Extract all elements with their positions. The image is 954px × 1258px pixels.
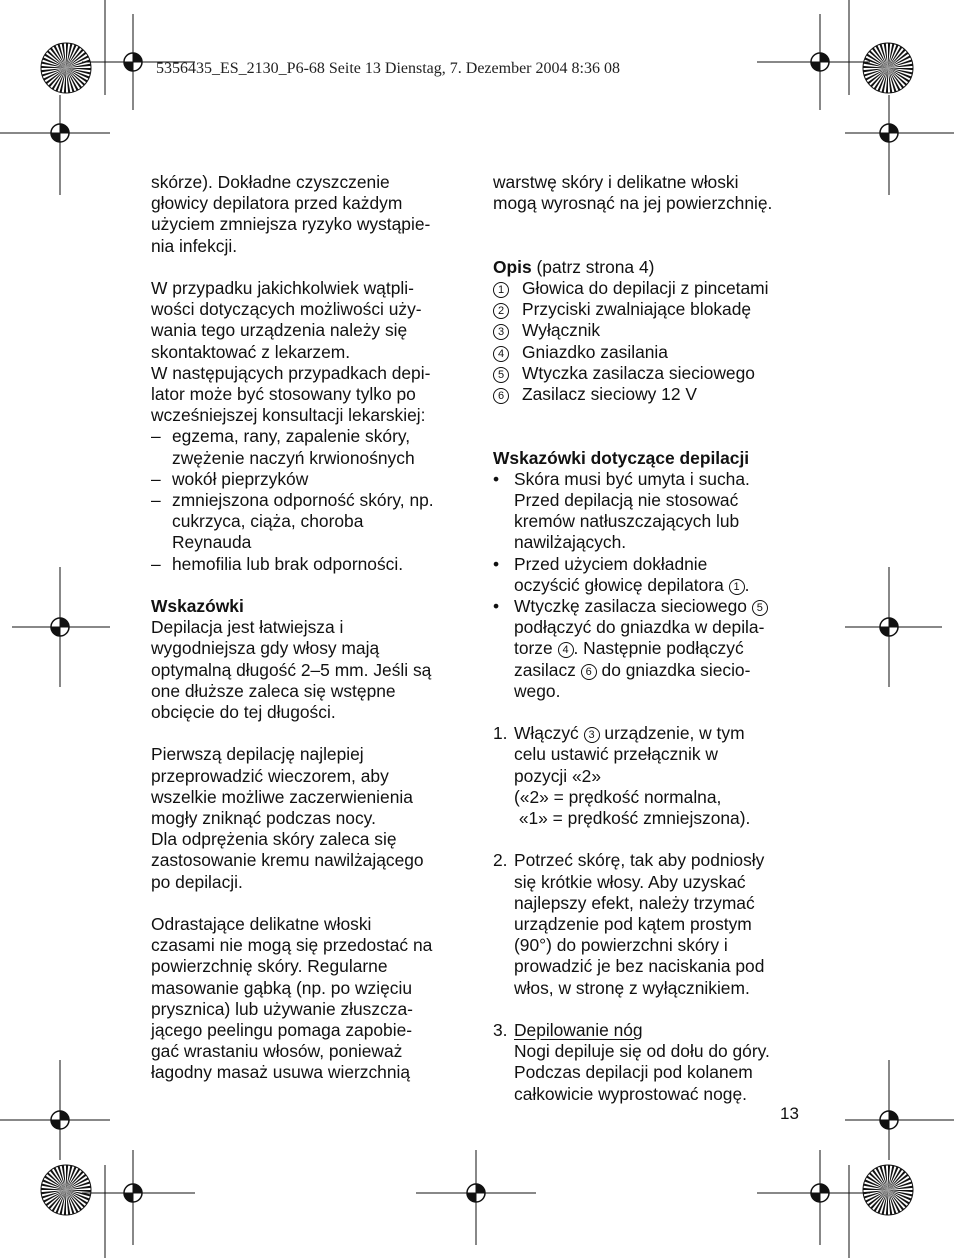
text-line: masowanie gąbką (np. po wzięciu — [151, 977, 413, 998]
text-line: Dla odprężenia skóry zaleca się — [151, 829, 397, 850]
text-line: wokół pieprzyków — [172, 468, 309, 489]
section-heading: Opis (patrz strona 4) — [493, 256, 655, 277]
text-line: wcześniejszej konsultacji lekarskiej: — [151, 405, 426, 426]
text-line: obcięcie do tej długości. — [151, 702, 336, 723]
text-line: mogą wyrosnąć na jej powierzchnię. — [493, 193, 773, 214]
starburst-target — [41, 1165, 91, 1215]
paragraph — [151, 278, 471, 426]
section-heading: Wskazówki — [151, 596, 244, 617]
text-line: jącego peelingu pomaga zapobie- — [151, 1020, 413, 1041]
text-line: prysznica) lub używanie złuszcza- — [151, 998, 413, 1019]
list-item: 4 Gniazdko zasilania — [493, 342, 813, 363]
starburst-target — [41, 43, 91, 93]
text-line: łagodny masaż usuwa wierzchnią — [151, 1062, 411, 1083]
list-item: • Przed użyciem dokładnie oczyścić głowicę depilatora 1 . — [493, 553, 750, 595]
paragraph — [151, 914, 471, 1084]
parts-list — [493, 278, 813, 405]
starburst-target — [863, 1165, 913, 1215]
list-item: 2 Przyciski zwalniające blokadę — [493, 299, 813, 320]
text-line: cukrzyca, ciąża, choroba — [172, 511, 364, 532]
paragraph — [151, 744, 471, 892]
text-line: Odrastające delikatne włoski — [151, 914, 372, 935]
text-line: przeprowadzić wieczorem, aby — [151, 765, 389, 786]
paragraph — [151, 172, 471, 257]
text-line: czasami nie mogą się przedostać na — [151, 935, 433, 956]
text-line: gać wrastaniu włosów, ponieważ — [151, 1041, 403, 1062]
right-column — [493, 172, 813, 1105]
numbered-step: 3. Depilowanie nóg Nogi depiluje się od dołu do góry. Podczas depilacji pod kolanem całkowicie wyprostować nogę. — [493, 1020, 770, 1104]
text-line: egzema, rany, zapalenie skóry, — [172, 426, 411, 447]
text-line: zastosowanie kremu nawilżającego — [151, 850, 424, 871]
text-line: użyciem zmniejsza ryzyko wystąpie- — [151, 214, 431, 235]
page-number: 13 — [780, 1104, 799, 1123]
text-line: hemofilia lub brak odporności. — [172, 553, 404, 574]
paragraph — [151, 617, 471, 723]
text-line: zmniejszona odporność skóry, np. — [172, 490, 434, 511]
list-item: • Skóra musi być umyta i sucha. Przed depilacją nie stosować kremów natłuszczających lub nawilżających. — [493, 468, 750, 553]
text-line: Depilacja jest łatwiejsza i — [151, 617, 344, 638]
list-item: – egzema, rany, zapalenie skóry, zwężenie naczyń krwionośnych — [151, 426, 415, 468]
list-item: – hemofilia lub brak odporności. — [151, 553, 404, 574]
text-line: skontaktować z lekarzem. — [151, 341, 351, 362]
text-line: wygodniejsza gdy włosy mają — [151, 638, 380, 659]
left-column — [151, 172, 471, 1084]
numbered-step: 1. Włączyć 3 urządzenie, w tym celu ustawić przełącznik w pozycji «2» («2» = prędkość normalna, «1» = prędkość zmniejszona). — [493, 723, 751, 829]
text-line: W następujących przypadkach depi- — [151, 362, 431, 383]
text-line: one dłuższe zaleca się wstępne — [151, 680, 396, 701]
text-line: wania tego urządzenia należy się — [151, 320, 408, 341]
text-line: powierzchnię skóry. Regularne — [151, 956, 388, 977]
list-item: • Wtyczkę zasilacza sieciowego 5 podłączyć do gniazdka w depila- torze 4 . Następnie podłączyć zasilacz 6 do gniazdka siecio- wego. — [493, 596, 813, 702]
list-item: – zmniejszona odporność skóry, np. cukrzyca, ciąża, choroba Reynauda — [151, 490, 434, 553]
section-heading: Wskazówki dotyczące depilacji — [493, 447, 750, 468]
list-item: 3 Wyłącznik — [493, 320, 813, 341]
text-line: zwężenie naczyń krwionośnych — [172, 447, 415, 468]
paragraph — [493, 172, 813, 214]
list-item: – wokół pieprzyków — [151, 468, 309, 489]
text-line: głowicy depilatora przed każdym — [151, 193, 403, 214]
text-line: warstwę skóry i delikatne włoski — [493, 172, 739, 192]
numbered-step: 2. Potrzeć skórę, tak aby podniosły się krótkie włosy. Aby uzyskać najlepszy efekt, należy trzymać urządzenie pod kątem prostym (90°) do powierzchni skóry i prowadzić je bez naciskania pod włos, w stronę z wyłącznikiem. — [493, 850, 765, 998]
list-item: 1 Głowica do depilacji z pincetami — [493, 278, 813, 299]
text-line: mogły zniknąć podczas nocy. — [151, 808, 376, 829]
starburst-target — [863, 43, 913, 93]
text-line: wości dotyczących możliwości uży- — [151, 299, 422, 320]
text-line: wszelkie możliwe zaczerwienienia — [151, 786, 413, 807]
text-line: Pierwszą depilację najlepiej — [151, 744, 364, 765]
text-line: po depilacji. — [151, 871, 243, 892]
text-line: lator może być stosowany tylko po — [151, 384, 416, 405]
text-line: W przypadku jakichkolwiek wątpli- — [151, 278, 414, 298]
list-item: 6 Zasilacz sieciowy 12 V — [493, 384, 813, 405]
list-item: 5 Wtyczka zasilacza sieciowego — [493, 363, 813, 384]
text-line: Reynauda — [172, 532, 252, 553]
print-header: 5356435_ES_2130_P6-68 Seite 13 Dienstag, 7. Dezember 2004 8:36 08 — [156, 60, 620, 77]
text-line: nia infekcji. — [151, 235, 238, 256]
text-line: skórze). Dokładne czyszczenie — [151, 172, 390, 192]
text-line: optymalną długość 2–5 mm. Jeśli są — [151, 659, 432, 680]
